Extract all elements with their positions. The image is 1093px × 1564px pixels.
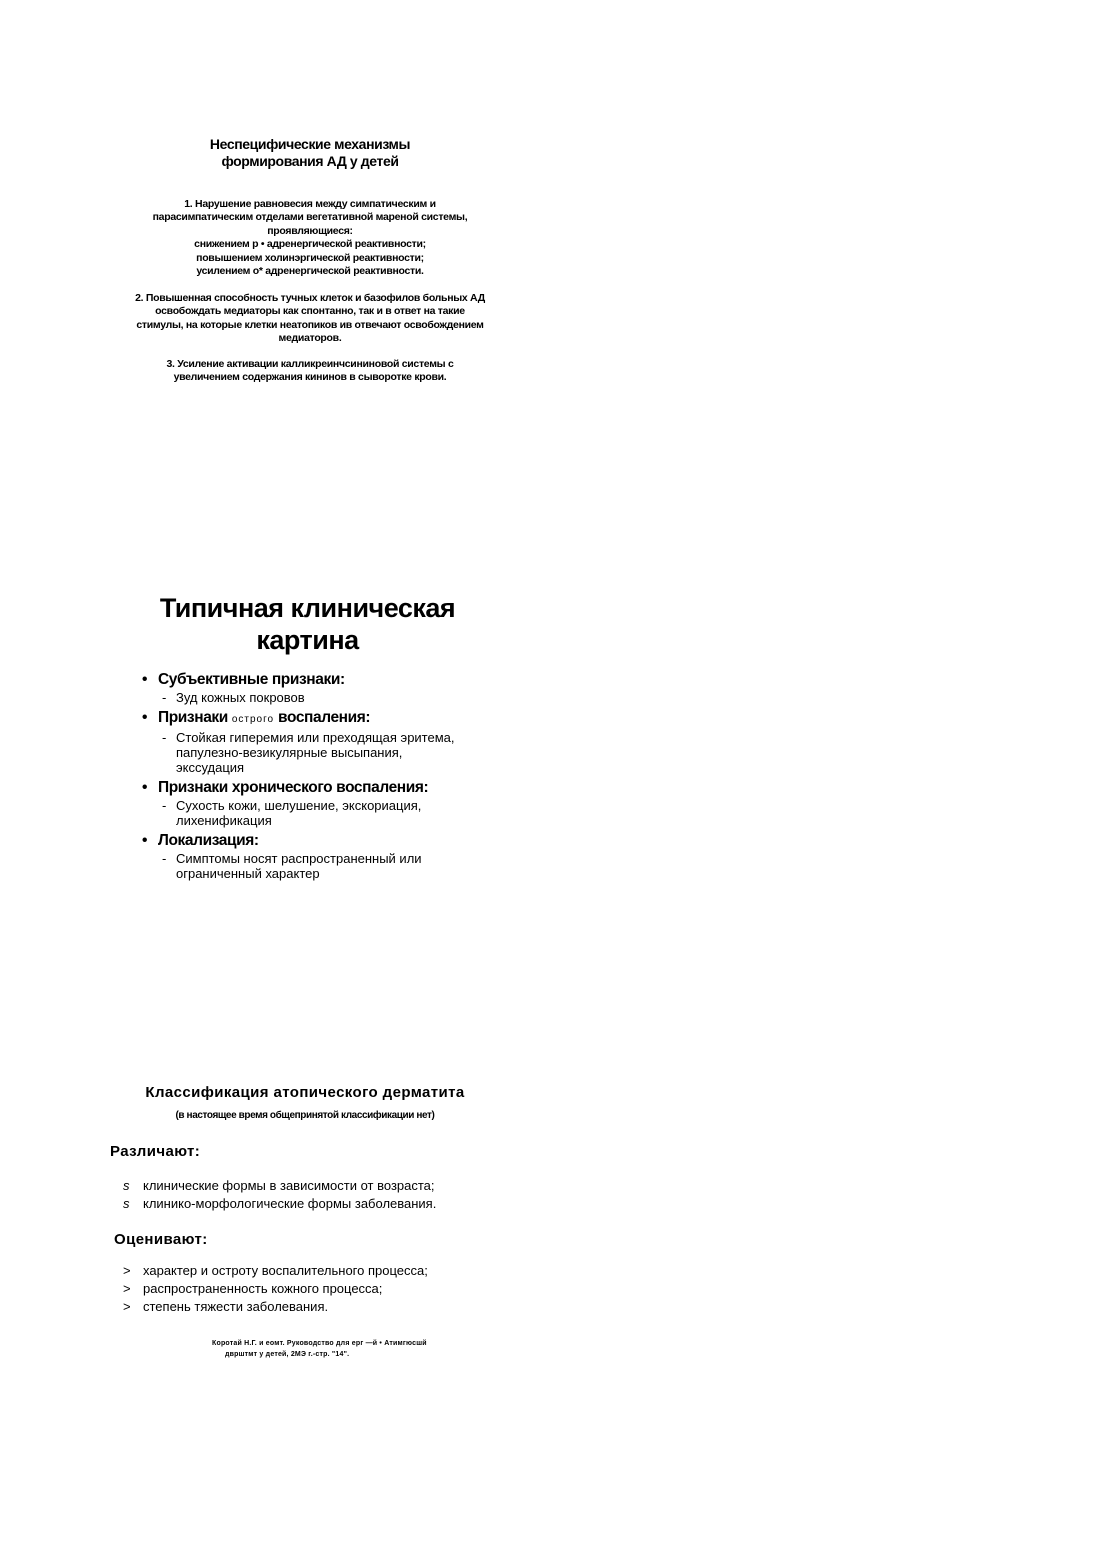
section-heading	[142, 708, 542, 730]
heading-text: Признаки	[158, 709, 228, 726]
sub-item-line: Стойкая гиперемия или преходящая эритема,	[176, 730, 455, 745]
slide2-sign-list	[142, 670, 542, 884]
slide1-p3-line: 3. Усиление активации калликреинчсининовой системы с	[166, 358, 454, 370]
list-item	[123, 1280, 428, 1298]
sub-item-line: Сухость кожи, шелушение, экскориация,	[176, 798, 422, 813]
dash-icon: -	[162, 851, 167, 866]
reference-line: дврштмт у детей, 2МЭ г.-стр. "14".	[225, 1351, 350, 1358]
bullet-icon: •	[142, 779, 148, 796]
dash-icon: -	[162, 730, 167, 745]
heading-text: воспаления:	[278, 709, 371, 726]
distinguish-label: Различают:	[110, 1143, 201, 1160]
sub-item	[142, 851, 542, 881]
heading-text: Локализация:	[158, 832, 259, 849]
list-item	[123, 1298, 428, 1316]
sub-item	[142, 798, 542, 828]
list-item-text: распространенность кожного процесса;	[143, 1281, 383, 1296]
list-item	[123, 1195, 436, 1213]
slide3-title: Классификация атопического дерматита	[145, 1084, 465, 1101]
check-marker-icon: s	[123, 1178, 130, 1193]
slide1-paragraph-2	[100, 292, 520, 346]
sub-item-line: папулезно-везикулярные высыпания,	[176, 745, 403, 760]
dash-icon: -	[162, 798, 167, 813]
arrow-marker-icon: >	[123, 1299, 131, 1314]
list-item-text: клинические формы в зависимости от возраста;	[143, 1178, 435, 1193]
sub-item	[142, 690, 542, 705]
slide1-p1-line: проявляющиеся:	[267, 224, 353, 237]
slide1-paragraph-3	[110, 358, 510, 385]
heading-text: Признаки хронического воспаления:	[158, 779, 429, 796]
list-item-subjective	[142, 670, 542, 705]
slide1-title	[120, 136, 500, 170]
slide1-paragraph-1	[110, 198, 510, 278]
section-heading	[142, 778, 542, 798]
sub-item-line: лихенификация	[176, 813, 272, 828]
slide2-title-line1: Типичная клиническая	[159, 593, 456, 623]
sub-item	[142, 730, 542, 775]
sub-item-line: ограниченный характер	[176, 866, 320, 881]
list-item-text: характер и остроту воспалительного процесса;	[143, 1263, 428, 1278]
list-item-text: клинико-морфологические формы заболевания.	[143, 1196, 437, 1211]
heading-small-text: острого	[231, 714, 275, 725]
bullet-icon: •	[142, 709, 148, 726]
sub-item-text: Зуд кожных покровов	[176, 690, 305, 705]
list-item-chronic	[142, 778, 542, 828]
slide1-p1-line: 1. Нарушение равновесия между симпатическим и	[184, 198, 436, 210]
section-heading	[142, 670, 542, 690]
slide1-title-line1: Неспецифические механизмы	[209, 136, 411, 152]
section-heading	[142, 831, 542, 851]
slide1-p1-line: снижением р • адренергической реактивности;	[194, 238, 426, 251]
sub-item-line: экссудация	[176, 760, 245, 775]
list-item	[123, 1177, 436, 1195]
list-item-acute	[142, 708, 542, 775]
sub-item-line: Симптомы носят распространенный или	[176, 851, 422, 866]
distinguish-list	[123, 1177, 436, 1213]
check-marker-icon: s	[123, 1196, 130, 1211]
arrow-marker-icon: >	[123, 1281, 131, 1296]
slide1-p1-line: парасимпатическим отделами вегетативной мареной системы,	[152, 211, 468, 224]
assess-label: Оценивают:	[114, 1231, 208, 1248]
list-item-text: степень тяжести заболевания.	[143, 1299, 329, 1314]
list-item	[123, 1262, 428, 1280]
arrow-marker-icon: >	[123, 1263, 131, 1278]
reference-citation	[212, 1338, 512, 1360]
slide1-p1-line: усилением о* адренергической реактивности.	[196, 265, 424, 278]
slide1-p2-line: освобождать медиаторы как спонтанно, так и в ответ на такие	[155, 305, 465, 318]
slide1-title-line2: формирования АД у детей	[221, 153, 399, 169]
bullet-icon: •	[142, 832, 148, 849]
heading-text: Субъективные признаки:	[158, 671, 345, 688]
slide1-p2-line: стимулы, на которые клетки неатопиков ив отвечают освобождением	[136, 318, 484, 331]
assess-list	[123, 1262, 428, 1316]
slide1-p3-line: увеличением содержания кининов в сыворотке крови.	[173, 371, 447, 384]
bullet-icon: •	[142, 671, 148, 688]
reference-line: Коротай Н.Г. и еомт. Руководство для ерг —й • Атимгюсшй	[212, 1340, 427, 1347]
dash-icon: -	[162, 690, 167, 705]
slide1-p2-line: медиаторов.	[278, 332, 342, 345]
slide3-subtitle: (в настоящее время общепринятой классификации нет)	[175, 1110, 435, 1121]
slide1-p1-line: повышением холинэргической реактивности;	[196, 251, 424, 264]
slide2-title-line2: картина	[256, 625, 359, 655]
list-item-localization	[142, 831, 542, 881]
slide1-p2-line: 2. Повышенная способность тучных клеток и базофилов больных АД	[135, 292, 485, 304]
slide2-title	[110, 592, 505, 656]
